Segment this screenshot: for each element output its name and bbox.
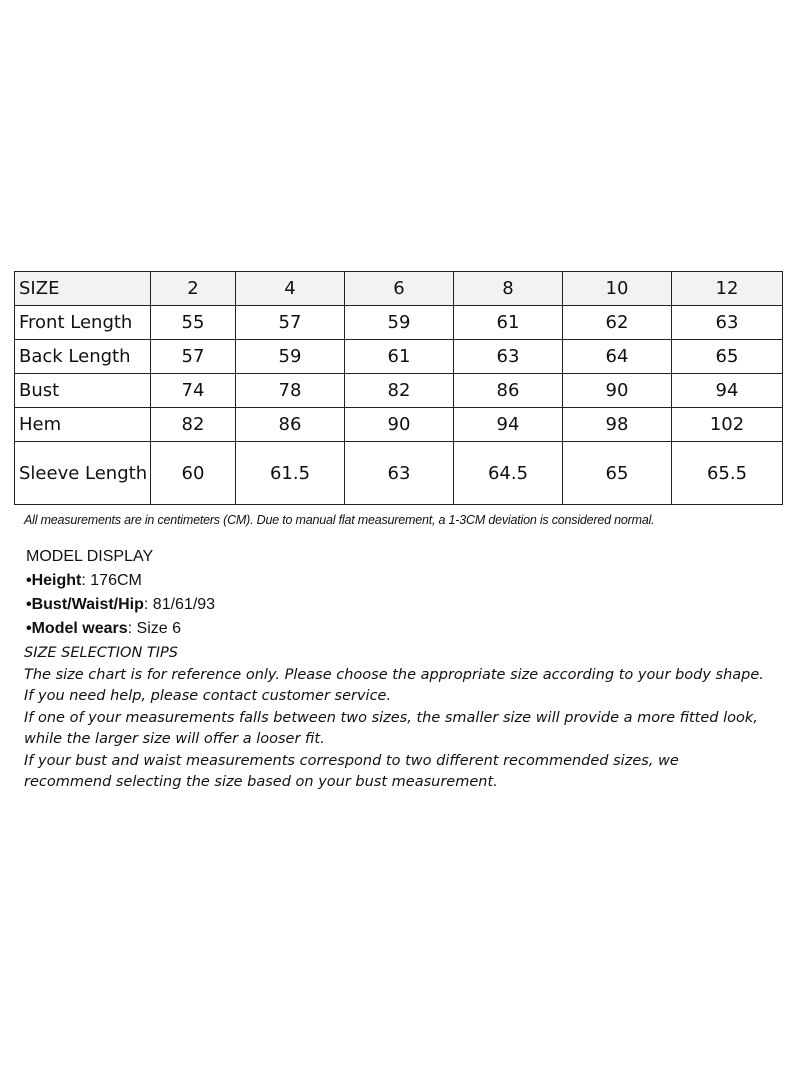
row-label: Hem xyxy=(15,408,151,442)
table-row xyxy=(15,306,783,340)
table-cell: 63 xyxy=(454,340,563,374)
table-cell: 86 xyxy=(236,408,345,442)
header-cell: 8 xyxy=(454,272,563,306)
header-cell: 12 xyxy=(672,272,783,306)
table-cell: 59 xyxy=(236,340,345,374)
table-cell: 86 xyxy=(454,374,563,408)
table-cell: 90 xyxy=(563,374,672,408)
row-label: Bust xyxy=(15,374,151,408)
table-cell: 90 xyxy=(345,408,454,442)
row-label: Sleeve Length xyxy=(15,442,151,505)
model-display-section xyxy=(26,545,215,641)
row-label: Back Length xyxy=(15,340,151,374)
model-height-value: : 176CM xyxy=(81,572,142,589)
table-cell: 65.5 xyxy=(672,442,783,505)
table-cell: 57 xyxy=(151,340,236,374)
model-bwh-line xyxy=(26,593,215,617)
table-cell: 94 xyxy=(672,374,783,408)
header-cell: 10 xyxy=(563,272,672,306)
table-cell: 62 xyxy=(563,306,672,340)
table-cell: 61.5 xyxy=(236,442,345,505)
header-cell: 2 xyxy=(151,272,236,306)
table-cell: 82 xyxy=(345,374,454,408)
table-cell: 64.5 xyxy=(454,442,563,505)
model-wears-value: : Size 6 xyxy=(127,620,181,637)
model-bwh-label: •Bust/Waist/Hip xyxy=(26,596,144,613)
model-wears-label: •Model wears xyxy=(26,620,128,637)
table-row xyxy=(15,340,783,374)
table-cell: 65 xyxy=(563,442,672,505)
table-cell: 74 xyxy=(151,374,236,408)
table-row xyxy=(15,374,783,408)
model-height-line xyxy=(26,569,215,593)
tips-paragraph: The size chart is for reference only. Please choose the appropriate size according to your body shape. If you need help, please contact customer service. xyxy=(24,666,764,704)
size-selection-tips xyxy=(24,643,764,794)
table-row xyxy=(15,442,783,505)
table-cell: 78 xyxy=(236,374,345,408)
table-row xyxy=(15,408,783,442)
table-cell: 57 xyxy=(236,306,345,340)
table-cell: 102 xyxy=(672,408,783,442)
tips-paragraph: If your bust and waist measurements correspond to two different recommended sizes, we recommend selecting the size based on your bust measurement. xyxy=(24,752,679,790)
tips-paragraph: If one of your measurements falls between two sizes, the smaller size will provide a more fitted look, while the larger size will offer a looser fit. xyxy=(24,709,758,747)
model-bwh-value: : 81/61/93 xyxy=(143,596,216,613)
header-cell: 4 xyxy=(236,272,345,306)
size-chart-table xyxy=(14,271,783,505)
table-cell: 82 xyxy=(151,408,236,442)
header-cell-size: SIZE xyxy=(15,272,151,306)
table-cell: 63 xyxy=(345,442,454,505)
table-cell: 65 xyxy=(672,340,783,374)
table-cell: 98 xyxy=(563,408,672,442)
table-cell: 63 xyxy=(672,306,783,340)
table-cell: 94 xyxy=(454,408,563,442)
model-height-label: •Height xyxy=(26,572,82,589)
model-wears-line xyxy=(26,617,215,641)
measurement-note: All measurements are in centimeters (CM). Due to manual flat measurement, a 1-3CM deviation is considered normal. xyxy=(24,513,655,527)
table-cell: 64 xyxy=(563,340,672,374)
model-display-title: MODEL DISPLAY xyxy=(26,548,154,565)
table-cell: 55 xyxy=(151,306,236,340)
tips-heading: SIZE SELECTION TIPS xyxy=(24,645,178,661)
table-cell: 60 xyxy=(151,442,236,505)
table-cell: 61 xyxy=(454,306,563,340)
row-label: Front Length xyxy=(15,306,151,340)
table-cell: 61 xyxy=(345,340,454,374)
table-header-row xyxy=(15,272,783,306)
header-cell: 6 xyxy=(345,272,454,306)
table-cell: 59 xyxy=(345,306,454,340)
